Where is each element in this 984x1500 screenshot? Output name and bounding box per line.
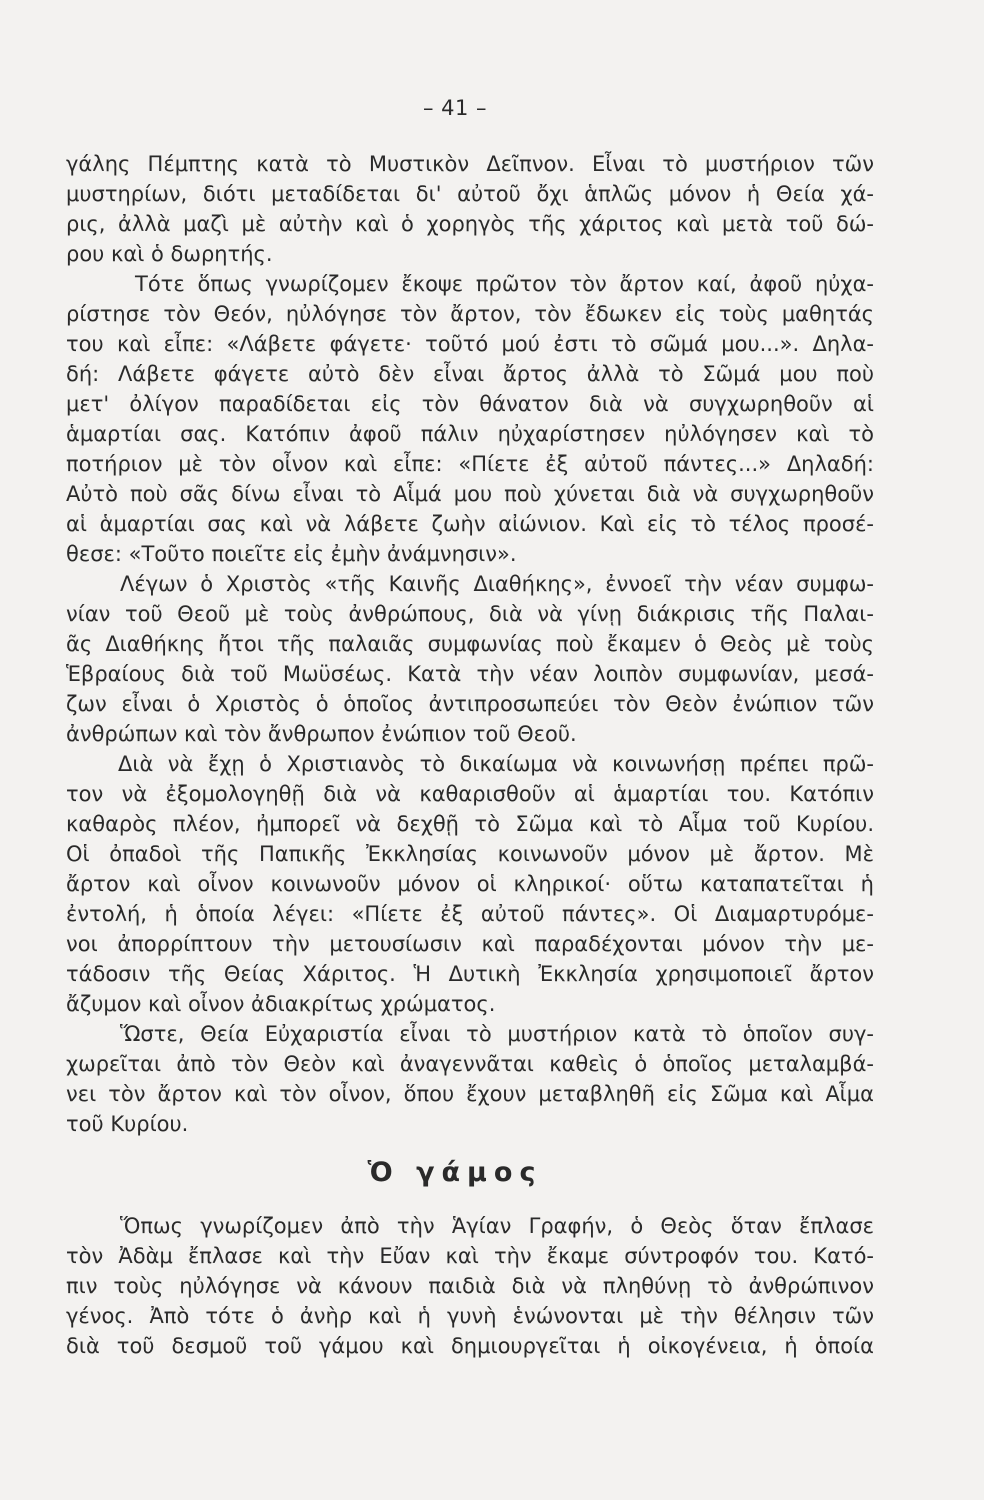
text-line: Οἱ ὀπαδοὶ τῆς Παπικῆς Ἐκκλησίας κοινωνοῦν μόνον μὲ ἄρτον. Μὲ <box>66 842 874 866</box>
text-line: χωρεῖται ἀπὸ τὸν Θεὸν καὶ ἀναγεννᾶται καθεὶς ὁ ὁποῖος μεταλαμβά- <box>66 1052 874 1076</box>
text-line: δή: Λάβετε φάγετε αὐτὸ δὲν εἶναι ἄρτος ἀλλὰ τὸ Σῶμά μου ποὺ <box>66 362 874 386</box>
text-line: τάδοσιν τῆς Θείας Χάριτος. Ἡ Δυτικὴ Ἐκκλησία χρησιμοποιεῖ ἄρτον <box>66 962 874 986</box>
text-line: ἄζυμον καὶ οἶνον ἀδιακρίτως χρώματος. <box>66 992 496 1016</box>
text-line: τοῦ Κυρίου. <box>66 1112 189 1136</box>
text-line: καθαρὸς πλέον, ἠμπορεῖ νὰ δεχθῇ τὸ Σῶμα καὶ τὸ Αἷμα τοῦ Κυρίου. <box>66 812 874 836</box>
text-line: ἀνθρώπων καὶ τὸν ἄνθρωπον ἐνώπιον τοῦ Θεοῦ. <box>66 722 577 746</box>
text-line: ἄρτον καὶ οἶνον κοινωνοῦν μόνον οἱ κληρικοί· οὕτω καταπατεῖται ἡ <box>66 872 874 896</box>
text-line: γάλης Πέμπτης κατὰ τὸ Μυστικὸν Δεῖπνον. Εἶναι τὸ μυστήριον τῶν <box>66 152 874 176</box>
text-line: θεσε: «Τοῦτο ποιεῖτε εἰς ἐμὴν ἀνάμνησιν». <box>66 542 517 566</box>
text-line: ἐντολή, ἡ ὁποία λέγει: «Πίετε ἐξ αὐτοῦ πάντες». Οἱ Διαμαρτυρόμε- <box>66 902 874 926</box>
text-line: Αὐτὸ ποὺ σᾶς δίνω εἶναι τὸ Αἷμά μου ποὺ χύνεται διὰ νὰ συγχωρηθοῦν <box>66 482 874 506</box>
text-line: ᾶς Διαθήκης ἤτοι τῆς παλαιᾶς συμφωνίας ποὺ ἔκαμεν ὁ Θεὸς μὲ τοὺς <box>66 632 874 656</box>
text-line: ρου καὶ ὁ δωρητής. <box>66 242 273 266</box>
text-line: Τότε ὅπως γνωρίζομεν ἔκοψε πρῶτον τὸν ἄρτον καί, ἀφοῦ ηὐχα- <box>135 272 874 296</box>
text-line: Διὰ νὰ ἔχῃ ὁ Χριστιανὸς τὸ δικαίωμα νὰ κοινωνήσῃ πρέπει πρῶ- <box>118 752 874 776</box>
text-line: Ὥστε, Θεία Εὐχαριστία εἶναι τὸ μυστήριον κατὰ τὸ ὁποῖον συγ- <box>120 1022 874 1046</box>
text-line: αἱ ἁμαρτίαι σας καὶ νὰ λάβετε ζωὴν αἰώνιον. Καὶ εἰς τὸ τέλος προσέ- <box>66 512 874 536</box>
text-line: ποτήριον μὲ τὸν οἶνον καὶ εἶπε: «Πίετε ἐξ αὐτοῦ πάντες...» Δηλαδή: <box>66 452 874 476</box>
text-line: ζων εἶναι ὁ Χριστὸς ὁ ὁποῖος ἀντιπροσωπεύει τὸν Θεὸν ἐνώπιον τῶν <box>66 692 874 716</box>
section-heading: Ὁ γάμος <box>367 1157 543 1188</box>
text-line: τὸν Ἀδὰμ ἔπλασε καὶ τὴν Εὔαν καὶ τὴν ἔκαμε σύντροφόν του. Κατό- <box>66 1244 874 1268</box>
text-line: ρίστησε τὸν Θεόν, ηὐλόγησε τὸν ἄρτον, τὸν ἔδωκεν εἰς τοὺς μαθητάς <box>66 302 874 326</box>
text-line: Ὅπως γνωρίζομεν ἀπὸ τὴν Ἁγίαν Γραφήν, ὁ Θεὸς ὅταν ἔπλασε <box>120 1214 874 1238</box>
text-line: τον νὰ ἐξομολογηθῇ διὰ νὰ καθαρισθοῦν αἱ ἁμαρτίαι του. Κατόπιν <box>66 782 874 806</box>
text-line: ρις, ἀλλὰ μαζὶ μὲ αὐτὴν καὶ ὁ χορηγὸς τῆς χάριτος καὶ μετὰ τοῦ δώ- <box>66 212 874 236</box>
text-line: διὰ τοῦ δεσμοῦ τοῦ γάμου καὶ δημιουργεῖται ἡ οἰκογένεια, ἡ ὁποία <box>66 1334 874 1358</box>
text-line: πιν τοὺς ηὐλόγησε νὰ κάνουν παιδιὰ διὰ νὰ πληθύνῃ τὸ ἀνθρώπινον <box>66 1274 874 1298</box>
text-line: νίαν τοῦ Θεοῦ μὲ τοὺς ἀνθρώπους, διὰ νὰ γίνῃ διάκρισις τῆς Παλαι- <box>66 602 874 626</box>
text-line: μετ' ὀλίγον παραδίδεται εἰς τὸν θάνατον διὰ νὰ συγχωρηθοῦν αἱ <box>66 392 874 416</box>
text-line: νει τὸν ἄρτον καὶ τὸν οἶνον, ὅπου ἔχουν μεταβληθῆ εἰς Σῶμα καὶ Αἷμα <box>66 1082 874 1106</box>
text-line: μυστηρίων, διότι μεταδίδεται δι' αὐτοῦ ὄχι ἁπλῶς μόνον ἡ Θεία χά- <box>66 182 874 206</box>
text-line: νοι ἀπορρίπτουν τὴν μετουσίωσιν καὶ παραδέχονται μόνον τὴν με- <box>66 932 874 956</box>
text-line: ἁμαρτίαι σας. Κατόπιν ἀφοῦ πάλιν ηὐχαρίστησεν ηὐλόγησεν καὶ τὸ <box>66 422 874 446</box>
text-line: του καὶ εἶπε: «Λάβετε φάγετε· τοῦτό μού ἐστι τὸ σῶμά μου...». Δηλα- <box>66 332 874 356</box>
text-line: Ἑβραίους διὰ τοῦ Μωϋσέως. Κατὰ τὴν νέαν λοιπὸν συμφωνίαν, μεσά- <box>66 662 874 686</box>
page-number: – 41 – <box>422 96 488 120</box>
text-line: Λέγων ὁ Χριστὸς «τῆς Καινῆς Διαθήκης», ἐννοεῖ τὴν νέαν συμφω- <box>120 572 874 596</box>
text-line: γένος. Ἀπὸ τότε ὁ ἀνὴρ καὶ ἡ γυνὴ ἑνώνονται μὲ τὴν θέλησιν τῶν <box>66 1304 874 1328</box>
